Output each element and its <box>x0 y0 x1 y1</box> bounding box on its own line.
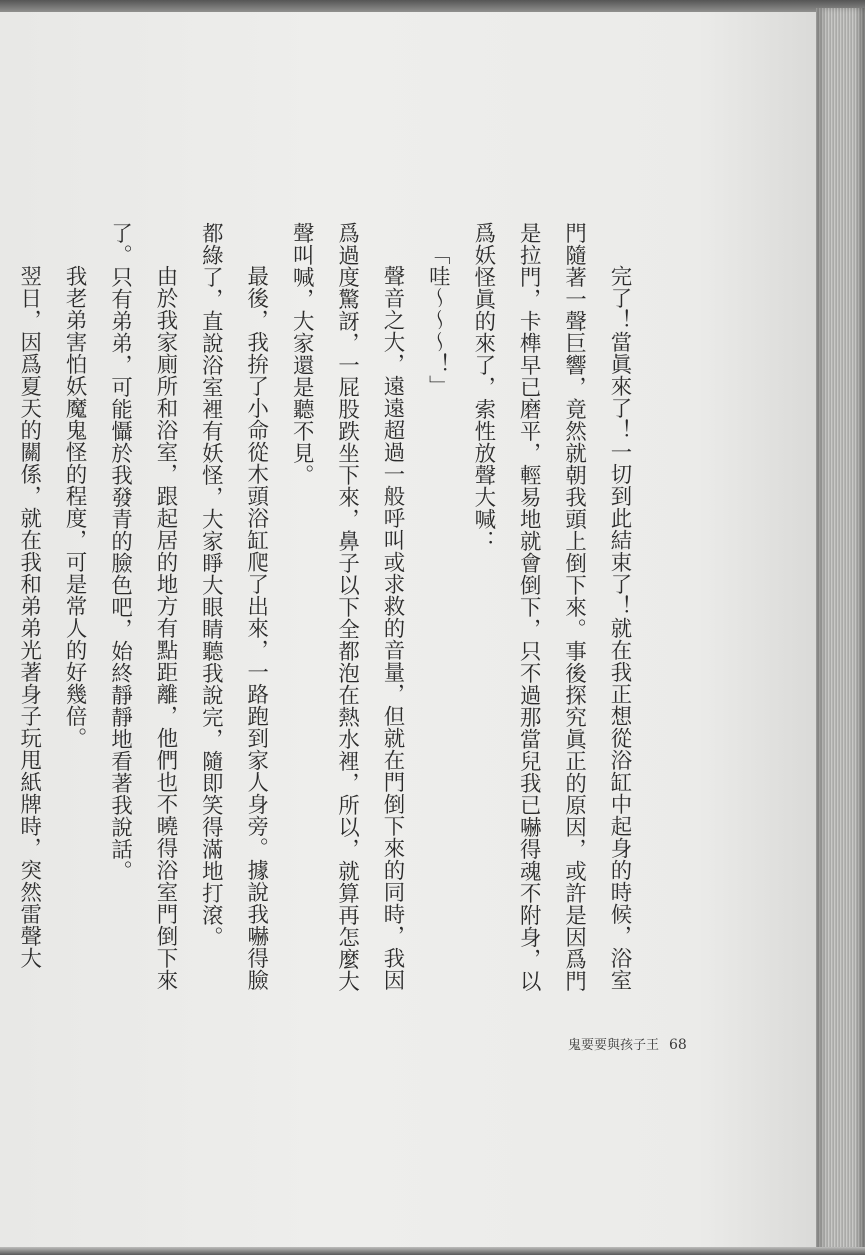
vertical-text-block <box>0 222 642 1002</box>
paragraph-1: 完了！當眞來了！一切到此結束了！就在我正想從浴缸中起身的時候，浴室門隨著一聲巨響，竟然就朝我頭上倒下來。事後探究眞正的原因，或許是因爲門是拉門，卡榫早已磨平，輕易地就會倒下，只不過那當兒我已嚇得魂不附身，以爲妖怪眞的來了，索性放聲大喊： <box>470 222 632 992</box>
paragraph-6: 我老弟害怕妖魔鬼怪的程度，可是常人的好幾倍。 <box>62 264 88 749</box>
page-number: 68 <box>669 1037 687 1053</box>
running-title: 鬼要要與孩子王 <box>568 1038 660 1053</box>
paragraph-5: 由於我家廁所和浴室，跟起居的地方有點距離，他們也不曉得浴室門倒下來了。只有弟弟，可能懾於我發青的臉色吧，始終靜靜地看著我說話。 <box>107 222 178 991</box>
paragraph-3: 聲音之大，遠遠超過一般呼叫或求救的音量，但就在門倒下來的同時，我因爲過度驚訝，一屁股跌坐下來，鼻子以下全都泡在熱水裡，所以，就算再怎麼大聲叫喊，大家還是聽不見。 <box>289 222 405 992</box>
book-page-edges <box>816 8 865 1252</box>
scanner-bottom-shadow <box>0 1247 865 1255</box>
paragraph-4: 最後，我拚了小命從木頭浴缸爬了出來，一路跑到家人身旁。據說我嚇得臉都綠了，直說浴室裡有妖怪，大家睜大眼睛聽我說完，隨即笑得滿地打滾。 <box>198 222 269 991</box>
paragraph-7: 翌日，因爲夏天的關係，就在我和弟弟光著身子玩甩紙牌時，突然雷聲大 <box>16 264 42 969</box>
paragraph-2-shout: 「哇～～～！」 <box>425 243 451 398</box>
page-surface <box>0 12 822 1248</box>
page-footer <box>568 1034 687 1053</box>
